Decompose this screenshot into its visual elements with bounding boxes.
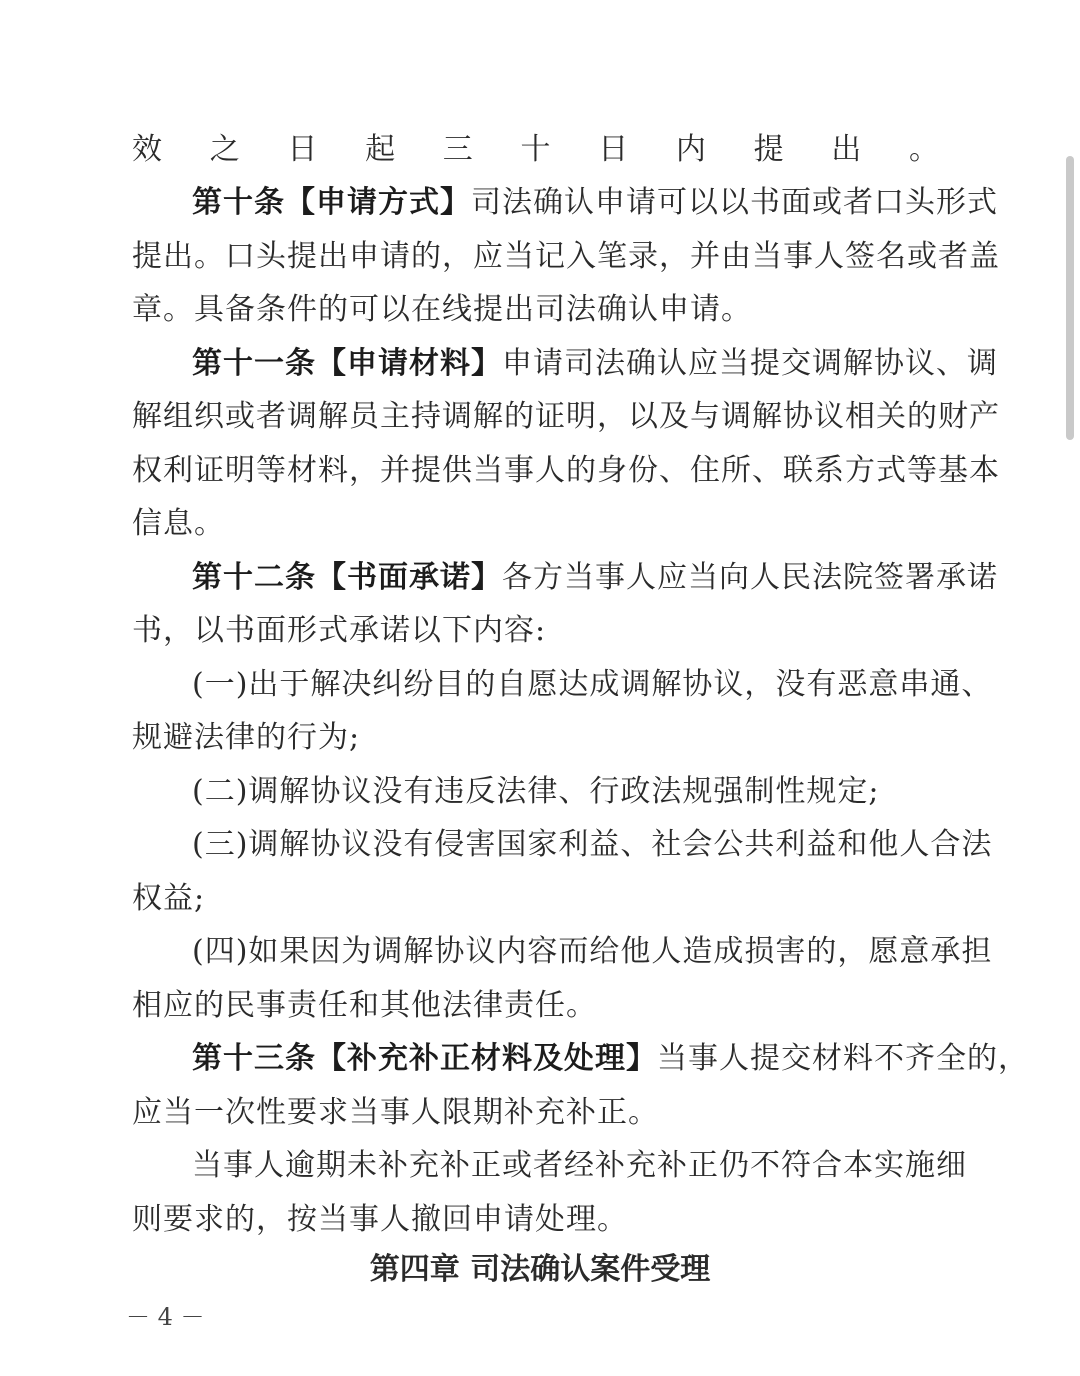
text-line	[192, 932, 993, 972]
line-text: 章。具备条件的可以在线提出司法确认申请。	[132, 292, 752, 327]
line-text: 则要求的，按当事人撤回申请处理。	[132, 1202, 628, 1237]
text-line	[192, 665, 993, 705]
line-text: (四)如果因为调解协议内容而给他人造成损害的，愿意承担	[192, 934, 993, 969]
line-text: 司法确认申请可以以书面或者口头形式	[471, 185, 998, 220]
text-line	[192, 344, 998, 384]
article-heading: 第十一条【申请材料】	[192, 346, 502, 381]
text-line	[132, 504, 940, 544]
line-text: 书，以书面形式承诺以下内容:	[132, 613, 547, 648]
text-line	[192, 558, 998, 598]
text-line	[192, 183, 998, 223]
text-line	[132, 237, 1000, 277]
text-line	[132, 397, 1000, 437]
line-text: 规避法律的行为;	[132, 720, 361, 755]
line-text: 相应的民事责任和其他法律责任。	[132, 988, 597, 1023]
text-line	[192, 1039, 1029, 1079]
text-line	[192, 772, 940, 812]
text-line	[132, 986, 940, 1026]
chapter-title: 第四章 司法确认案件受理	[369, 1252, 711, 1287]
text-line	[132, 1200, 940, 1240]
text-line	[132, 879, 940, 919]
line-text: 各方当事人应当向人民法院签署承诺	[502, 560, 998, 595]
line-text: (三)调解协议没有侵害国家利益、社会公共利益和他人合法	[192, 827, 993, 862]
line-text: (二)调解协议没有违反法律、行政法规强制性规定;	[192, 774, 880, 809]
line-text: 当事人提交材料不齐全的，	[657, 1041, 1029, 1076]
text-line	[132, 130, 940, 170]
article-heading: 第十三条【补充补正材料及处理】	[192, 1041, 657, 1076]
article-heading: 第十条【申请方式】	[192, 185, 471, 220]
scrollbar-thumb[interactable]	[1066, 156, 1074, 440]
text-line	[132, 718, 940, 758]
text-line	[132, 1093, 940, 1133]
line-text: 申请司法确认应当提交调解协议、调	[502, 346, 998, 381]
article-heading: 第十二条【书面承诺】	[192, 560, 502, 595]
page-number: － 4 －	[126, 1303, 205, 1331]
text-line	[132, 611, 940, 651]
line-text: 权益;	[132, 881, 206, 916]
text-line	[192, 825, 993, 865]
text-line	[192, 1146, 967, 1186]
line-text: 提出。口头提出申请的，应当记入笔录，并由当事人签名或者盖	[132, 239, 1000, 274]
text-line	[132, 451, 1000, 491]
line-text: 解组织或者调解员主持调解的证明，以及与调解协议相关的财产	[132, 399, 1000, 434]
line-text: (一)出于解决纠纷目的自愿达成调解协议，没有恶意串通、	[192, 667, 993, 702]
line-text: 应当一次性要求当事人限期补充补正。	[132, 1095, 659, 1130]
text-line	[132, 290, 940, 330]
line-text: 信息。	[132, 506, 225, 541]
line-text: 当事人逾期未补充补正或者经补充补正仍不符合本实施细	[192, 1148, 967, 1183]
line-text: 权利证明等材料，并提供当事人的身份、住所、联系方式等基本	[132, 453, 1000, 488]
line-text: 效之日起三十日内提出。	[132, 132, 940, 167]
